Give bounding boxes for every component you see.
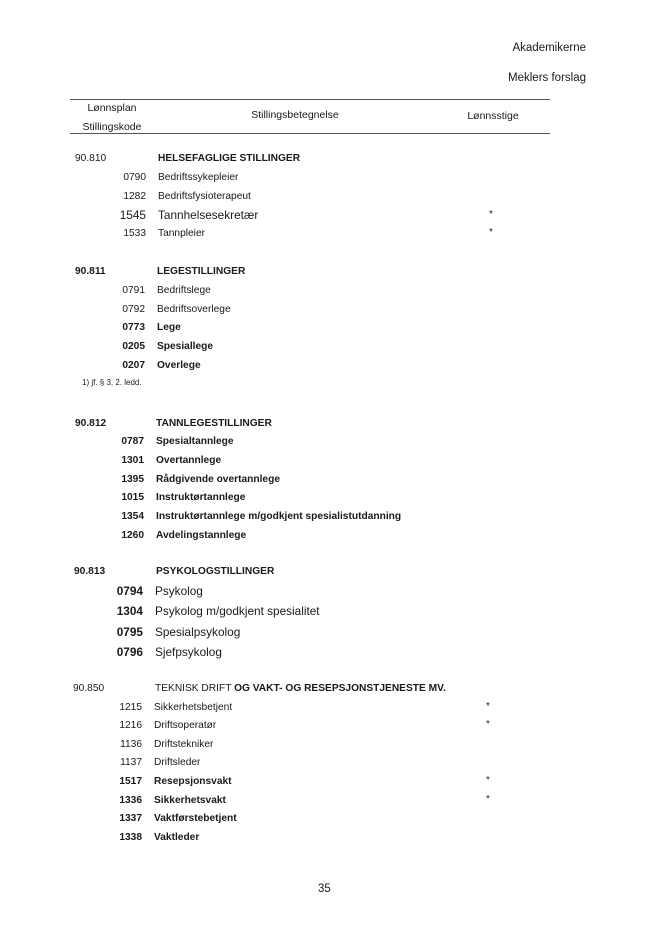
job-code: 1337: [119, 813, 142, 824]
job-code: 1517: [119, 776, 142, 787]
job-title: Vaktleder: [154, 832, 200, 843]
job-code: 1215: [119, 702, 142, 713]
table-header-rule-lower: [70, 133, 550, 134]
group-heading-prefix: TEKNISK DRIFT: [155, 683, 232, 694]
job-code: 1015: [121, 492, 144, 503]
job-code: 1260: [121, 530, 144, 541]
job-title: Tannpleier: [158, 228, 206, 239]
org-name: Akademikerne: [512, 42, 586, 54]
job-title: Bedriftssykepleier: [158, 172, 239, 183]
column-header-plan-line2: Stillingskode: [82, 121, 142, 133]
column-header-plan-line1: Lønnsplan: [87, 102, 137, 114]
job-title: Driftsleder: [154, 757, 201, 768]
document-subtitle: Meklers forslag: [508, 72, 586, 84]
job-code: 1338: [119, 832, 142, 843]
job-title: Sjefpsykolog: [155, 645, 222, 659]
job-title: Driftstekniker: [154, 739, 214, 750]
group-heading: PSYKOLOGSTILLINGER: [156, 566, 275, 577]
job-code: 1282: [123, 191, 146, 202]
job-title: Overlege: [157, 360, 201, 371]
group-heading: LEGESTILLINGER: [157, 266, 246, 277]
group-plan-code: 90.812: [75, 418, 107, 429]
job-code: 1354: [121, 511, 144, 522]
job-code: 0795: [116, 625, 143, 639]
job-code: 0794: [116, 584, 143, 598]
table-header-rule-upper: [154, 99, 550, 100]
job-title: Rådgivende overtannlege: [156, 474, 280, 485]
job-title: Psykolog m/godkjent spesialitet: [155, 604, 320, 618]
job-title: Instruktørtannlege m/godkjent spesialistutdanning: [156, 511, 402, 522]
group-plan-code: 90.813: [74, 566, 106, 577]
job-title: Instruktørtannlege: [156, 492, 246, 503]
job-title: Driftsoperatør: [154, 720, 217, 731]
job-title: Spesialtannlege: [156, 436, 234, 447]
job-code: 0773: [122, 322, 145, 333]
job-code: 0787: [121, 436, 144, 447]
job-code: 1301: [121, 455, 144, 466]
column-header-ladder: Lønnsstige: [467, 110, 519, 122]
job-code: 1545: [119, 208, 146, 222]
ladder-mark: *: [486, 775, 490, 786]
job-title: Sikkerhetsbetjent: [154, 702, 233, 713]
job-code: 1336: [119, 795, 142, 806]
job-title: Tannhelsesekretær: [158, 208, 259, 222]
job-code: 0205: [122, 341, 145, 352]
job-title: Bedriftsfysioterapeut: [158, 191, 251, 202]
ladder-mark: *: [489, 209, 493, 220]
job-title: Psykolog: [155, 584, 203, 598]
group-plan-code: 90.850: [73, 683, 105, 694]
job-title: Overtannlege: [156, 455, 222, 466]
job-code: 1136: [120, 739, 142, 750]
job-title: Spesiallege: [157, 341, 214, 352]
job-title: Vaktførstebetjent: [154, 813, 237, 824]
group-heading: HELSEFAGLIGE STILLINGER: [158, 153, 301, 164]
job-code: 1395: [121, 474, 144, 485]
job-title: Avdelingstannlege: [156, 530, 247, 541]
group-heading: TANNLEGESTILLINGER: [156, 418, 272, 429]
job-code: 1216: [119, 720, 142, 731]
column-header-plan: [70, 99, 154, 137]
job-code: 0796: [116, 645, 143, 659]
job-code: 0790: [123, 172, 146, 183]
column-header-title: Stillingsbetegnelse: [251, 109, 339, 121]
ladder-mark: *: [486, 701, 490, 712]
job-title: Bedriftslege: [157, 285, 211, 296]
job-code: 0792: [122, 304, 145, 315]
group-heading-main: OG VAKT- OG RESEPSJONSTJENESTE MV.: [234, 683, 446, 694]
ladder-mark: *: [486, 719, 490, 730]
job-title: Sikkerhetsvakt: [154, 795, 226, 806]
job-code: 1137: [120, 757, 142, 768]
job-title: Spesialpsykolog: [155, 625, 241, 639]
page-number: 35: [318, 883, 331, 895]
job-code: 0791: [122, 285, 145, 296]
job-code: 1533: [123, 228, 146, 239]
job-code: 0207: [122, 360, 145, 371]
footnote: 1) jf. § 3, 2. ledd.: [82, 378, 142, 387]
ladder-mark: *: [489, 227, 493, 238]
group-plan-code: 90.810: [75, 153, 107, 164]
job-title: Lege: [157, 322, 181, 333]
job-title: Resepsjonsvakt: [154, 776, 232, 787]
ladder-mark: *: [486, 794, 490, 805]
job-title: Bedriftsoverlege: [157, 304, 231, 315]
group-heading: [155, 683, 446, 694]
job-code: 1304: [116, 604, 143, 618]
group-plan-code: 90.811: [75, 266, 106, 277]
